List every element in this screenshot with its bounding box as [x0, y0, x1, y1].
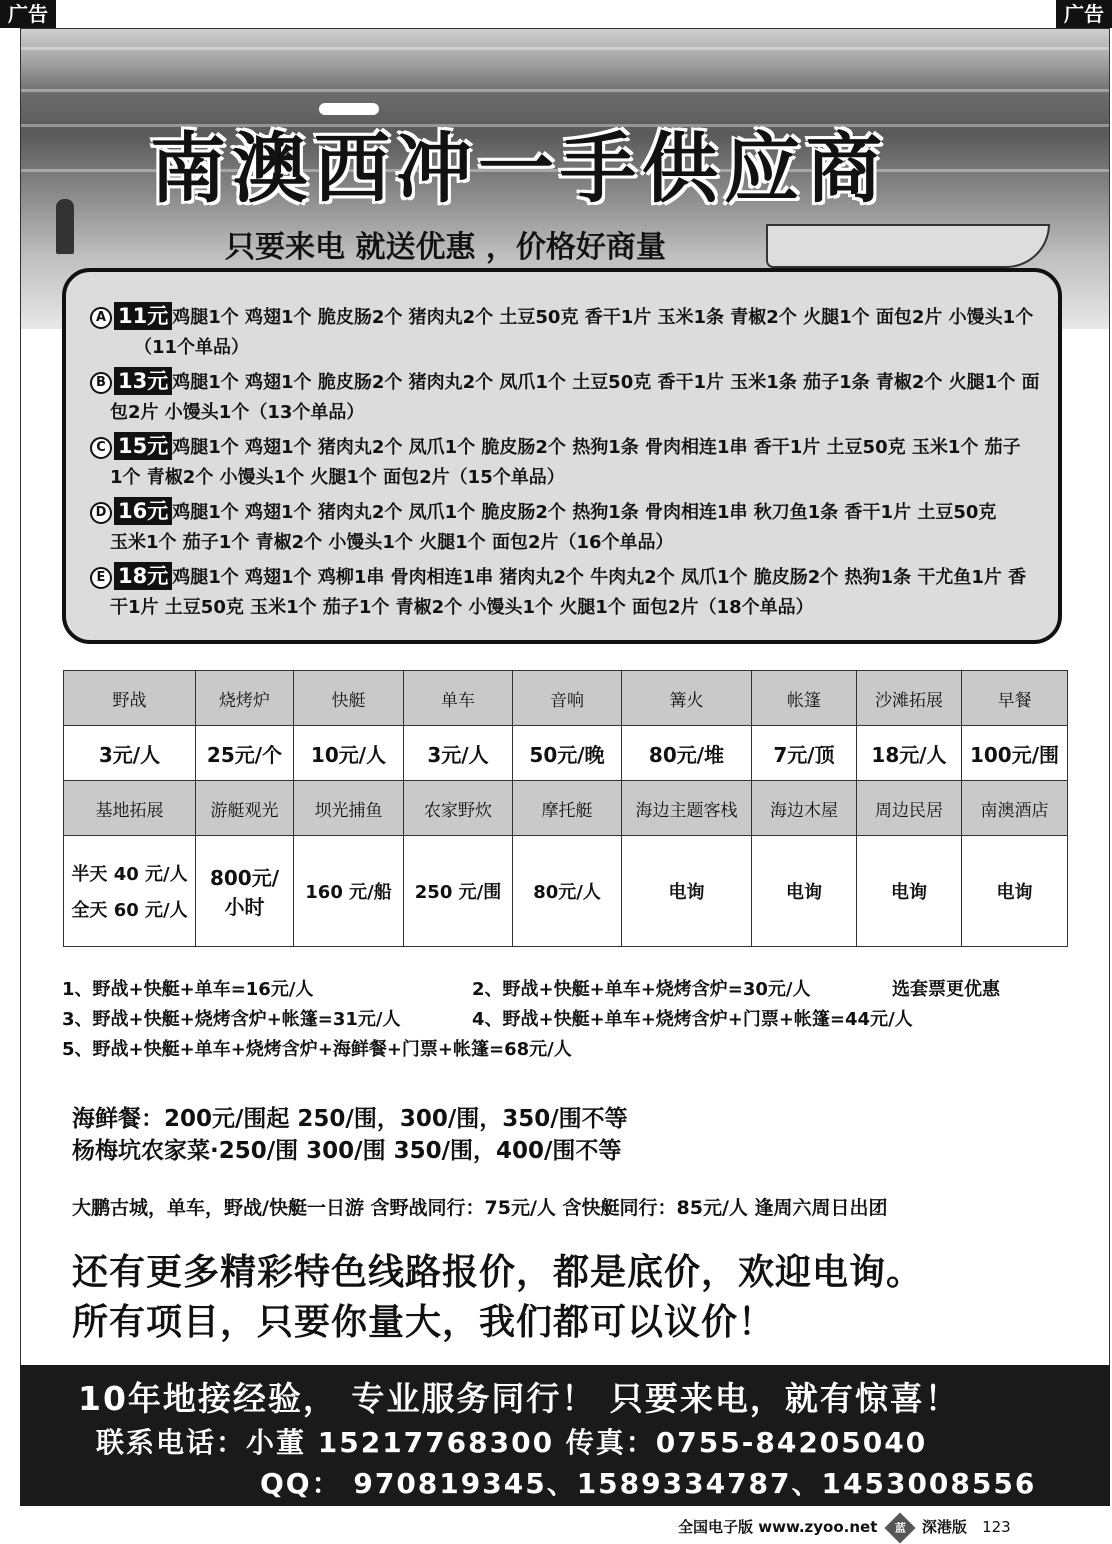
package-c: [90, 432, 1050, 493]
table-value-cell: 25元/个: [196, 726, 294, 781]
table-header-cell: 摩托艇: [513, 781, 622, 836]
table-value-cell: 100元/围: [962, 726, 1068, 781]
brand-logo-text: 蓝: [894, 1520, 906, 1534]
table-row: [64, 836, 1068, 947]
horizon-line: [21, 47, 1109, 50]
value-line: 电询: [891, 882, 927, 903]
table-value-cell: 80元/堆: [622, 726, 752, 781]
table-header-cell: 游艇观光: [196, 781, 294, 836]
footer-slogan: 10年地接经验， 专业服务同行！ 只要来电，就有惊喜！: [78, 1379, 960, 1418]
package-items: 鸡腿1个 鸡翅1个 猪肉丸2个 凤爪1个 脆皮肠2个 热狗1条 骨肉相连1串 秋刀鱼1条 香干1片 土豆50克: [172, 502, 997, 523]
value-line: 半天 40 元/人: [71, 864, 188, 885]
table-header-cell: 基地拓展: [64, 781, 196, 836]
promo-line-2: 所有项目，只要你量大，我们都可以议价！: [72, 1302, 776, 1343]
table-row: [64, 671, 1068, 726]
table-value-cell: [857, 836, 962, 947]
package-items: 鸡腿1个 鸡翅1个 猪肉丸2个 凤爪1个 脆皮肠2个 热狗1条 骨肉相连1串 香干1片 土豆50克 玉米1个 茄子: [172, 437, 1021, 458]
package-badge: B: [90, 372, 112, 394]
table-value-cell: [752, 836, 857, 947]
package-items-cont: 干1片 土豆50克 玉米1个 茄子1个 青椒2个 小馒头1个 火腿1个 面包2片（18个单品）: [110, 597, 814, 618]
package-price: 18元: [114, 562, 172, 590]
wave-line: [21, 89, 1109, 92]
table-value-cell: 10元/人: [294, 726, 404, 781]
table-header-cell: 海边主题客栈: [622, 781, 752, 836]
package-price: 15元: [114, 432, 172, 460]
package-items: 鸡腿1个 鸡翅1个 鸡柳1串 骨肉相连1串 猪肉丸2个 牛肉丸2个 凤爪1个 脆皮肠2个 热狗1条 干尤鱼1片 香: [172, 567, 1027, 588]
package-items: 鸡腿1个 鸡翅1个 脆皮肠2个 猪肉丸2个 土豆50克 香干1片 玉米1条 青椒2个 火腿1个 面包2片 小馒头1个: [172, 307, 1034, 328]
table-header-cell: 早餐: [962, 671, 1068, 726]
table-value-cell: [622, 836, 752, 947]
table-header-cell: 快艇: [294, 671, 404, 726]
ad-label-left: 广告: [0, 0, 56, 28]
package-items-cont: 玉米1个 茄子1个 青椒2个 小馒头1个 火腿1个 面包2片（16个单品）: [110, 532, 674, 553]
table-row: [64, 781, 1068, 836]
table-header-cell: 海边木屋: [752, 781, 857, 836]
value-line: 80元/人: [533, 882, 601, 903]
combo-note: 选套票更优惠: [892, 979, 1000, 1000]
package-price: 16元: [114, 497, 172, 525]
page-number: 123: [982, 1518, 1011, 1536]
seafood-price: 海鲜餐：200元/围起 250/围，300/围，350/围不等: [72, 1106, 628, 1132]
subline: 只要来电 就送优惠 ，价格好商量: [225, 230, 666, 265]
table-value-cell: [64, 836, 196, 947]
brand-logo-icon: [884, 1512, 915, 1543]
package-items-cont: 1个 青椒2个 小馒头1个 火腿1个 面包2片（15个单品）: [110, 467, 565, 488]
headline: 南澳西冲一手供应商: [150, 124, 888, 213]
package-items-cont: 包2片 小馒头1个（13个单品）: [110, 402, 365, 423]
table-header-cell: 篝火: [622, 671, 752, 726]
combo-3: 3、野战+快艇+烧烤含炉+帐篷=31元/人: [62, 1009, 401, 1030]
table-value-cell: [962, 836, 1068, 947]
value-line: 小时: [224, 895, 265, 919]
value-line: 电询: [668, 882, 705, 903]
combo-5: 5、野战+快艇+单车+烧烤含炉+海鲜餐+门票+帐篷=68元/人: [62, 1039, 572, 1060]
table-value-cell: [513, 836, 622, 947]
table-header-cell: 野战: [64, 671, 196, 726]
value-line: 250 元/围: [414, 882, 502, 903]
site-url: 全国电子版 www.zyoo.net: [678, 1518, 878, 1536]
package-badge: C: [90, 437, 112, 459]
table-header-cell: 南澳酒店: [962, 781, 1068, 836]
table-value-cell: [294, 836, 404, 947]
table-value-cell: 7元/顶: [752, 726, 857, 781]
bbq-package-box: [62, 268, 1062, 644]
package-e: [90, 562, 1050, 623]
package-price: 11元: [114, 302, 172, 330]
table-header-cell: 周边民居: [857, 781, 962, 836]
contact-footer: [20, 1365, 1110, 1506]
footer-qq: QQ： 970819345、1589334787、1453008556: [260, 1467, 1037, 1500]
package-d: [90, 497, 1050, 558]
table-header-cell: 坝光捕鱼: [294, 781, 404, 836]
table-value-cell: 3元/人: [64, 726, 196, 781]
combo-4: 4、野战+快艇+单车+烧烤含炉+门票+帐篷=44元/人: [472, 1009, 913, 1030]
promo-line-1: 还有更多精彩特色线路报价，都是底价，欢迎电询。: [72, 1252, 924, 1293]
package-a: [90, 302, 1050, 363]
table-value-cell: [404, 836, 513, 947]
table-row: [64, 726, 1068, 781]
package-items-cont: （11个单品）: [134, 337, 250, 358]
edition-label: 深港版: [921, 1518, 967, 1536]
table-header-cell: 沙滩拓展: [857, 671, 962, 726]
footer-phone: 联系电话：小董 15217768300 传真：0755-84205040: [96, 1426, 928, 1459]
combo-1: 1、野战+快艇+单车=16元/人: [62, 979, 314, 1000]
value-line: 160 元/船: [305, 882, 392, 903]
table-header-cell: 音响: [513, 671, 622, 726]
package-badge: D: [90, 502, 112, 524]
table-header-cell: 农家野炊: [404, 781, 513, 836]
package-badge: A: [90, 307, 112, 329]
value-line: 全天 60 元/人: [71, 900, 188, 921]
combo-2: 2、野战+快艇+单车+烧烤含炉=30元/人: [472, 979, 811, 1000]
table-value-cell: 3元/人: [404, 726, 513, 781]
package-items: 鸡腿1个 鸡翅1个 脆皮肠2个 猪肉丸2个 凤爪1个 土豆50克 香干1片 玉米1条 茄子1条 青椒2个 火腿1个 面: [172, 372, 1040, 393]
table-header-cell: 烧烤炉: [196, 671, 294, 726]
page-footer: [678, 1516, 1011, 1539]
price-table: [63, 670, 1068, 947]
package-badge: E: [90, 567, 112, 589]
day-tour-info: 大鹏古城，单车，野战/快艇一日游 含野战同行：75元/人 含快艇同行：85元/人 逢周六周日出团: [72, 1197, 888, 1219]
speedboat-image: [766, 224, 1050, 268]
package-price: 13元: [114, 367, 172, 395]
table-value-cell: 18元/人: [857, 726, 962, 781]
value-line: 800元/: [209, 866, 280, 890]
table-header-cell: 单车: [404, 671, 513, 726]
table-value-cell: 50元/晚: [513, 726, 622, 781]
package-b: [90, 367, 1050, 428]
ad-label-right: 广告: [1056, 0, 1112, 28]
table-header-cell: 帐篷: [752, 671, 857, 726]
value-line: 电询: [786, 882, 822, 903]
value-line: 电询: [996, 882, 1033, 903]
person-image: [56, 199, 74, 254]
table-value-cell: [196, 836, 294, 947]
farm-meal-price: 杨梅坑农家菜·250/围 300/围 350/围，400/围不等: [72, 1138, 622, 1164]
